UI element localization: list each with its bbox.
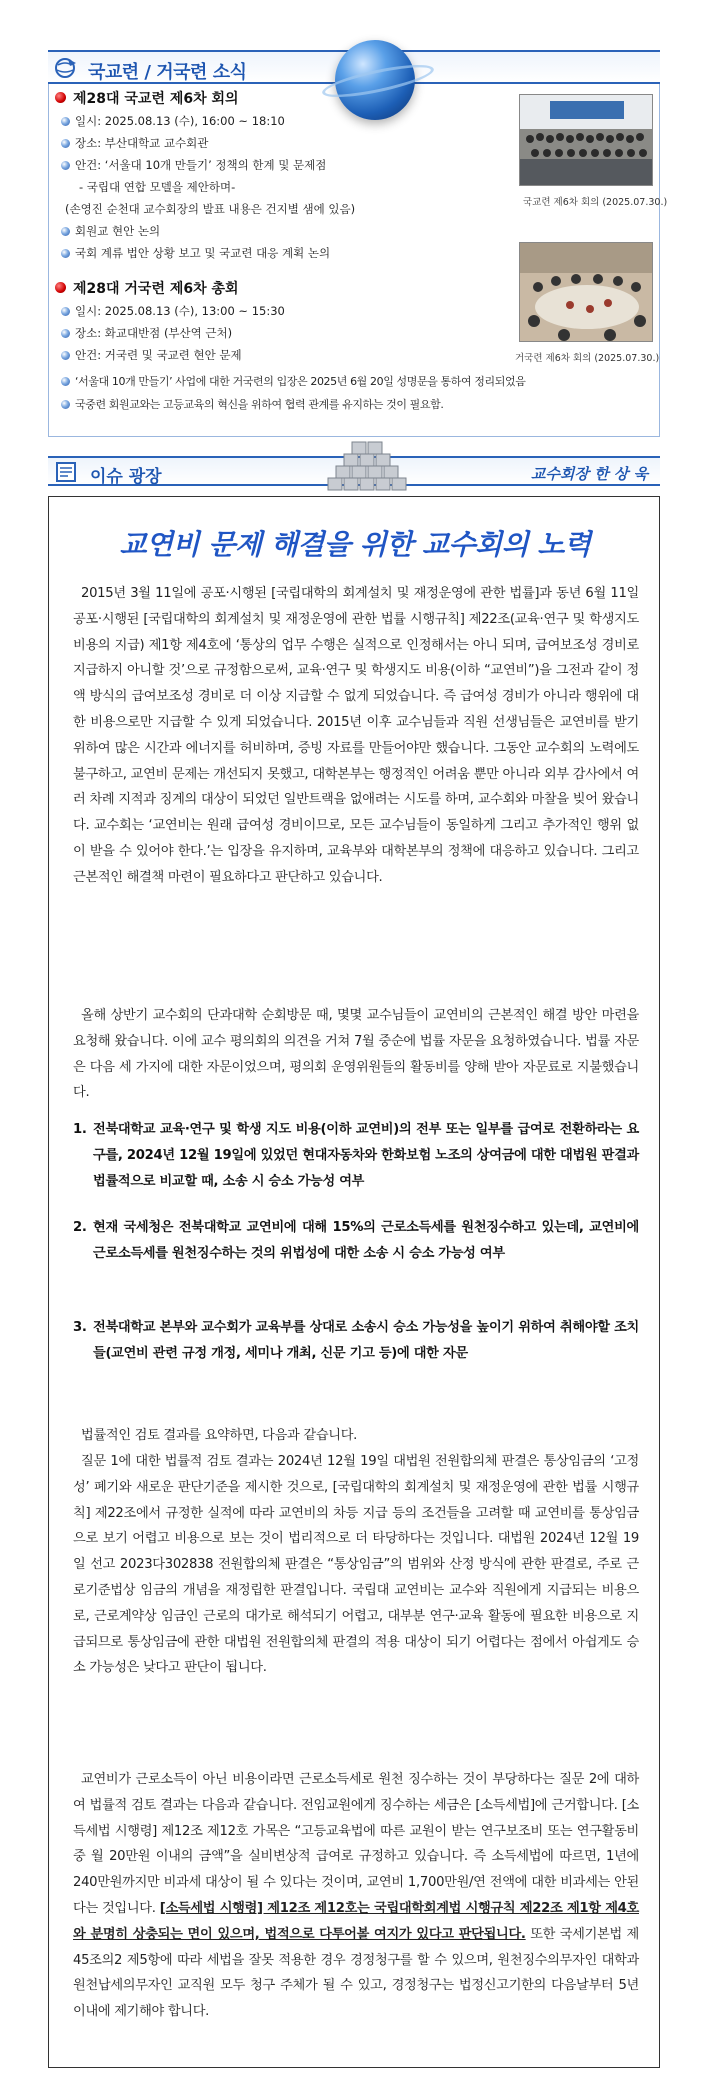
article-paragraph: 올해 상반기 교수회의 단과대학 순회방문 때, 몇몇 교수님들이 교연비의 근본적인 해결 방안 마련을 요청해 왔습니다. 이에 교수 평의회의 의견을 거쳐 7월 중순에 법률 자문을 요청하였습니다. 법률 자문은 다음 세 가지에 대한 자문이었으며, 평의회 운영위원들의 활동비를 양해 받아 자문료로 지불했습니다.: [73, 1008, 639, 1101]
question-item-1: 1. 전북대학교 교육·연구 및 학생 지도 비용(이하 교연비)의 전부 또는 일부를 급여로 전환하라는 요구를, 2024년 12월 19일에 있었던 현대자동차와 한화보험 노조의 상여금에 대한 대법원 판결과 법률적으로 비교할 때, 소송 시 승소 가능성 여부: [73, 1117, 639, 1195]
meeting2-item: ‘서울대 10개 만들기’ 사업에 대한 거국련의 입장은 2025년 6월 20일 성명문을 통하여 정리되었음: [75, 375, 526, 388]
section-title: 국교련 / 거국련 소식: [88, 62, 247, 83]
article-paragraph: 질문 1에 대한 법률적 검토 결과는 2024년 12월 19일 대법원 전원합의체 판결은 통상임금의 ‘고정성’ 폐기와 새로운 판단기준을 제시한 것으로, [국립대학의 회계설치 및 재정운영에 관한 법률 시행규칙] 제22조에서 규정한 실적에 따라 교연비의 차등 지급 등의 조건들을 고려할 때 교연비를 통상임금으로 보기 어렵고 비용으로 보는 것이 법리적으로 더 타당하다는 것입니다. 대법원 2024년 12월 19일 선고 2023다302838 전원합의체 판결은 “통상임금”의 범위와 산정 방식에 관한 판결로, 주로 근로기준법상 임금의 개념을 재정립한 판결입니다. 국립대 교연비는 교수와 직원에게 지급되는 비용으로, 근로계약상 임금인 근로의 대가로 해석되기 어렵고, 대부분 연구·교육 활동에 필요한 비용으로 지급되므로 통상임금에 관한 대법원 전원합의체 판결의 적용 대상이 되기 어렵다는 점에서 아쉽게도 승소 가능성은 낮다고 판단이 됩니다.: [73, 1454, 639, 1676]
bullet-icon: [61, 351, 70, 360]
question-item-2: 2. 현재 국세청은 전북대학교 교연비에 대해 15%의 근로소득세를 원천징수하고 있는데, 교연비에 근로소득세를 원천징수하는 것의 위법성에 대한 소송 시 승소 가능성 여부: [73, 1215, 639, 1267]
globe-link-icon: [54, 57, 78, 79]
bullet-icon: [61, 377, 70, 386]
paragraph-text: 또한 국세기본법 제45조의2 제5항에 따라 세법을 잘못 적용한 경우 경정청구를 할 수 있으며, 원천징수의무자인 대학과 원천납세의무자인 교직원 모두 청구 주체가 될 수 있고, 경정청구는 법정신고기한의 다음날부터 5년 이내에 제기해야 합니다.: [73, 1926, 639, 2020]
meeting2-title: 제28대 거국련 제6차 총회: [73, 281, 239, 297]
article-title: 교연비 문제 해결을 위한 교수회의 노력: [119, 528, 591, 561]
paragraph-text: 교연비가 근로소득이 아닌 비용이라면 근로소득세로 원천 징수하는 것이 부당하다는 질문 2에 대하여 법률적 검토 결과는 다음과 같습니다. 전임교원에게 징수하는 세금은 [소득세법]에 근거합니다. [소득세법 시행령] 제12조 제12호 가목은 “고등교육법에 따른 교원이 받는 연구보조비 또는 연구활동비 중 월 20만원 이내의 금액”을 실비변상적 급여로 규정하고 있습니다. 즉 소득세법에 따르면, 1년에 240만원까지만 비과세 대상이 될 수 있다는 것이며, 교연비 1,700만원/연 전액에 대한 비과세는 안된다는 것입니다.: [73, 1772, 639, 1916]
document-icon: [54, 461, 78, 483]
question-text: 전북대학교 교육·연구 및 학생 지도 비용(이하 교연비)의 전부 또는 일부를 급여로 전환하라는 요구를, 2024년 12월 19일에 있었던 현대자동차와 한화보험 노조의 상여금에 대한 대법원 판결과 법률적으로 비교할 때, 소송 시 승소 가능성 여부: [93, 1122, 639, 1189]
bullet-icon: [61, 227, 70, 236]
article-author: 교수회장 한 상 욱: [530, 465, 648, 483]
meeting2-photo: [519, 242, 653, 342]
meeting1-item: 일시: 2025.08.13 (수), 16:00 ~ 18:10: [75, 114, 285, 128]
question-text: 현재 국세청은 전북대학교 교연비에 대해 15%의 근로소득세를 원천징수하고 있는데, 교연비에 근로소득세를 원천징수하는 것의 위법성에 대한 소송 시 승소 가능성 여부: [93, 1220, 639, 1261]
bullet-icon: [61, 329, 70, 338]
meeting2-item: 장소: 화교대반점 (부산역 근처): [75, 326, 233, 340]
article-paragraph: 법률적인 검토 결과를 요약하면, 다음과 같습니다.: [81, 1428, 358, 1443]
bullet-icon: [61, 161, 70, 170]
meeting2-item: 안건: 거국련 및 국교련 현안 문제: [75, 348, 242, 362]
question-text: 전북대학교 본부와 교수회가 교육부를 상대로 소송시 승소 가능성을 높이기 위하여 취해야할 조치들(교연비 관련 규정 개정, 세미나 개최, 신문 기고 등)에 대한 자문: [93, 1320, 639, 1361]
meeting2-item: 국중련 회원교와는 고등교육의 혁신을 위하여 협력 관계를 유지하는 것이 필요함.: [75, 398, 444, 411]
article: [48, 496, 660, 2068]
bullet-icon: [61, 117, 70, 126]
red-bullet-icon: [55, 92, 66, 103]
meeting1-item: 장소: 부산대학교 교수회관: [75, 136, 209, 150]
article-paragraph: [73, 1767, 639, 2025]
meeting2-item: 일시: 2025.08.13 (수), 13:00 ~ 15:30: [75, 304, 285, 318]
bullet-icon: [61, 307, 70, 316]
cubes-icon: [322, 440, 412, 492]
meeting1-item: 회원교 현안 논의: [75, 224, 161, 238]
meeting2-photo-caption: 거국련 제6차 회의 (2025.07.30.): [515, 353, 660, 364]
meeting1-subnote: (손영진 순천대 교수회장의 발표 내용은 건지별 샘에 있음): [65, 202, 356, 216]
meeting1-photo: [519, 94, 653, 186]
issue-section-title: 이슈 광장: [90, 467, 162, 487]
red-bullet-icon: [55, 282, 66, 293]
bullet-icon: [61, 139, 70, 148]
meeting1-item: 안건: ‘서울대 10개 만들기’ 정책의 한계 및 문제점: [75, 158, 327, 172]
meeting1-item: 국회 계류 법안 상황 보고 및 국교련 대응 계획 논의: [75, 246, 331, 260]
question-item-3: 3. 전북대학교 본부와 교수회가 교육부를 상대로 소송시 승소 가능성을 높이기 위하여 취해야할 조치들(교연비 관련 규정 개정, 세미나 개최, 신문 기고 등)에 대한 자문: [73, 1315, 639, 1367]
article-paragraph: 2015년 3월 11일에 공포·시행된 [국립대학의 회계설치 및 재정운영에 관한 법률]과 동년 6월 11일 공포·시행된 [국립대학의 회계설치 및 재정운영에 관한 법률 시행규칙] 제22조(교육·연구 및 학생지도 비용의 지급) 제1항 제4호에 ‘통상의 업무 수행은 실적으로 인정해서는 아니 되며, 급여보조성 경비로 지급하지 아니할 것’으로 규정함으로써, 교육·연구 및 학생지도 비용(이하 “교연비”)을 그전과 같이 정액 방식의 급여보조성 경비로 더 이상 지급할 수 없게 되었습니다. 즉 급여성 경비가 아니라 행위에 대한 비용으로만 지급할 수 있게 되었습니다. 2015년 이후 교수님들과 직원 선생님들은 교연비를 받기 위하여 많은 시간과 에너지를 허비하며, 증빙 자료를 만들어야만 했습니다. 그동안 교수회의 노력에도 불구하고, 교연비 문제는 개선되지 못했고, 대학본부는 행정적인 어려움 뿐만 아니라 외부 감사에서 여러 차례 지적과 징계의 대상이 되었던 일반트랙을 없애려는 시도를 하며, 교수회와 마찰을 빚어 왔습니다. 교수회는 ‘교연비는 원래 급여성 경비이므로, 모든 교수님들이 동일하게 그리고 추가적인 행위 없이 받을 수 있어야 한다.’는 입장을 유지하며, 교육부와 대학본부의 정책에 대응하고 있습니다. 그리고 근본적인 해결책 마련이 필요하다고 판단하고 있습니다.: [73, 586, 639, 885]
meeting1-photo-caption: 국교련 제6차 회의 (2025.07.30.): [523, 197, 668, 208]
bullet-icon: [61, 249, 70, 258]
underlined-text: [소득세법 시행령] 제12조 제12호는 국립대학회계법 시행규칙 제22조 제1항 제4호와 분명히 상충되는 면이 있으며, 법적으로 다투어볼 여지가 있다고 판단됩니다.: [73, 1900, 639, 1942]
meeting1-subnote: - 국립대 연합 모델을 제안하며-: [79, 180, 236, 194]
bullet-icon: [61, 400, 70, 409]
meeting1-title: 제28대 국교련 제6차 회의: [73, 91, 239, 107]
news-section-body: [48, 84, 668, 437]
